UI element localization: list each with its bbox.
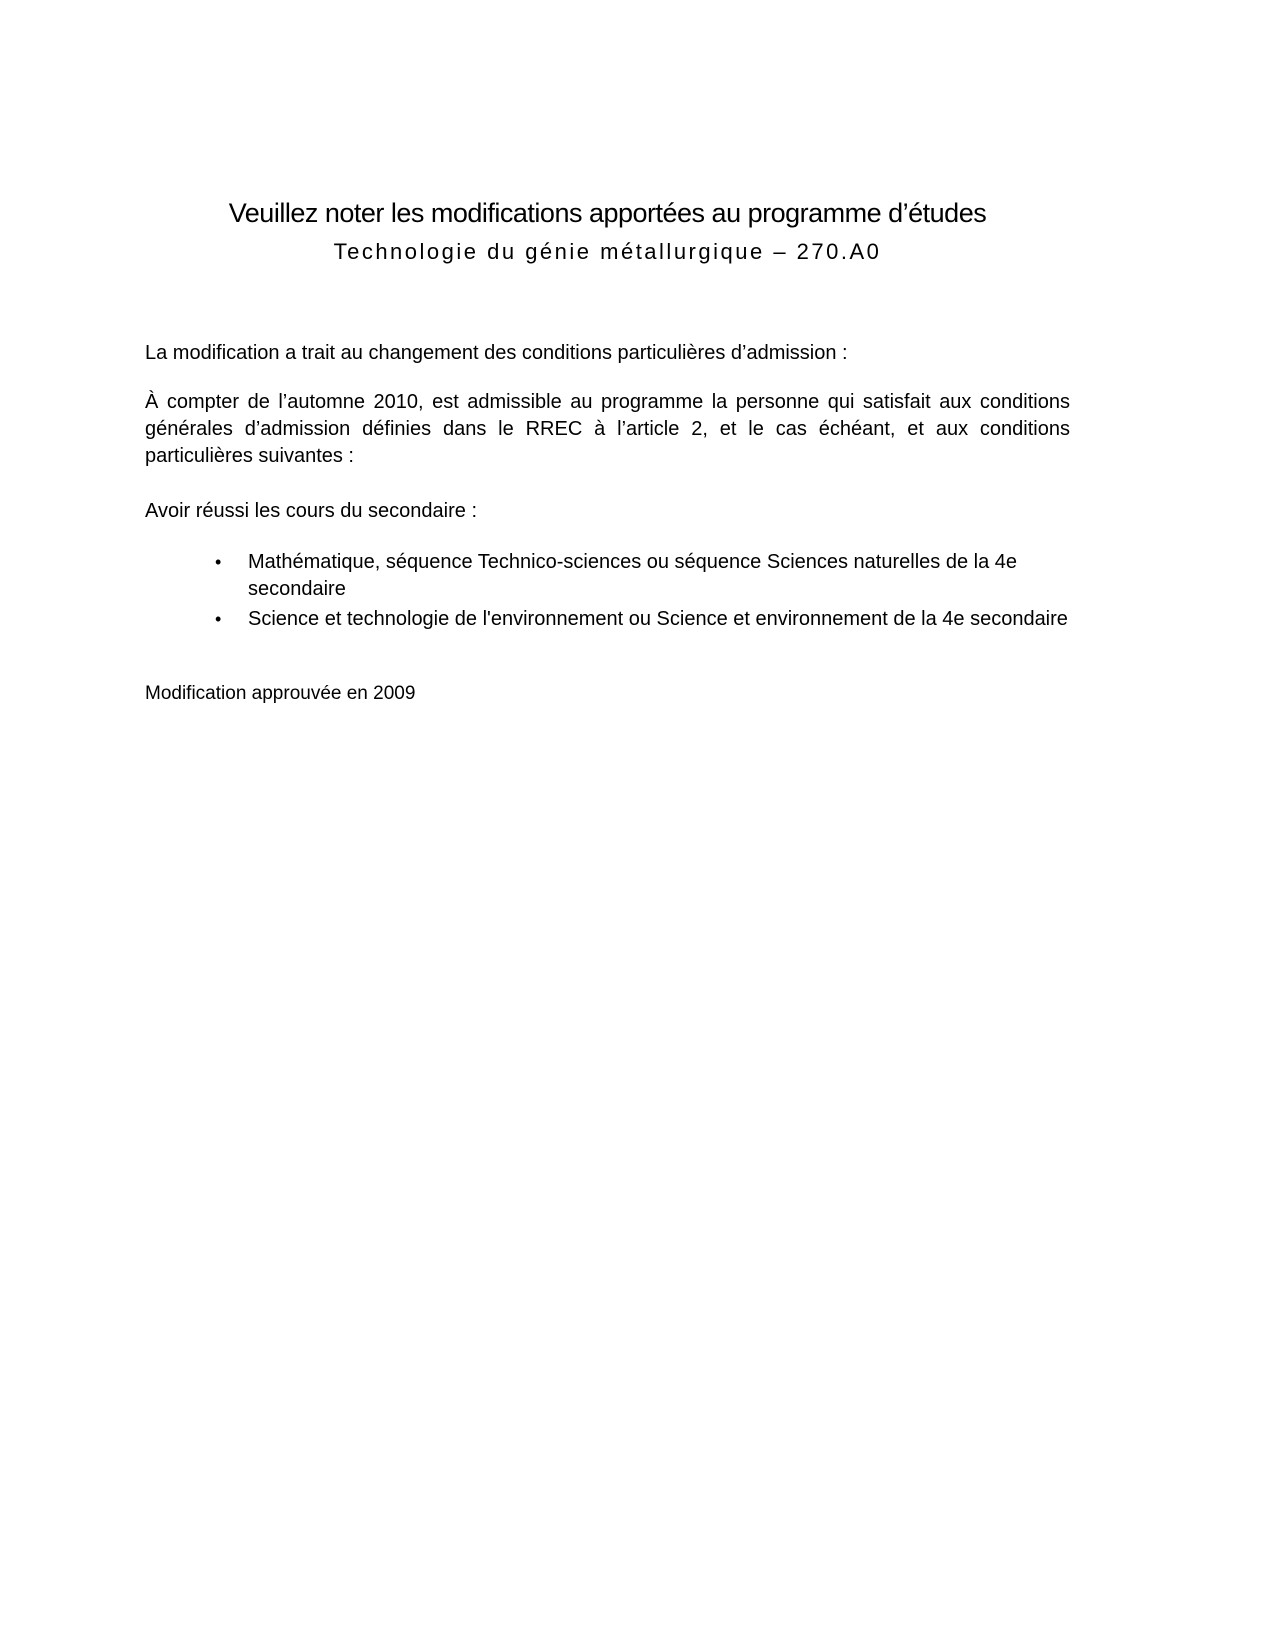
bullet-icon: • bbox=[215, 609, 222, 629]
list-item bbox=[215, 606, 1070, 633]
list-item-text: Science et technologie de l'environnement ou Science et environnement de la 4e secondaire bbox=[248, 608, 1068, 630]
bullet-icon: • bbox=[215, 552, 222, 572]
document-title: Veuillez noter les modifications apportées au programme d’études bbox=[228, 198, 987, 228]
requirement-list bbox=[145, 549, 1070, 633]
document-content bbox=[145, 0, 1070, 725]
intro-paragraph: La modification a trait au changement des conditions particulières d’admission : bbox=[145, 342, 848, 364]
document-subtitle: Technologie du génie métallurgique – 270.A0 bbox=[333, 239, 882, 264]
requirement-intro-paragraph: Avoir réussi les cours du secondaire : bbox=[145, 500, 478, 522]
list-item-text: Mathématique, séquence Technico-sciences ou séquence Sciences naturelles de la 4e secondaire bbox=[248, 551, 1018, 600]
approval-note: Modification approuvée en 2009 bbox=[145, 683, 416, 704]
list-item bbox=[215, 549, 1070, 603]
body-paragraph: À compter de l’automne 2010, est admissible au programme la personne qui satisfait aux conditions générales d’admission définies dans le RREC à l’article 2, et le cas échéant, et aux conditions particulières suivantes : bbox=[145, 391, 1070, 467]
